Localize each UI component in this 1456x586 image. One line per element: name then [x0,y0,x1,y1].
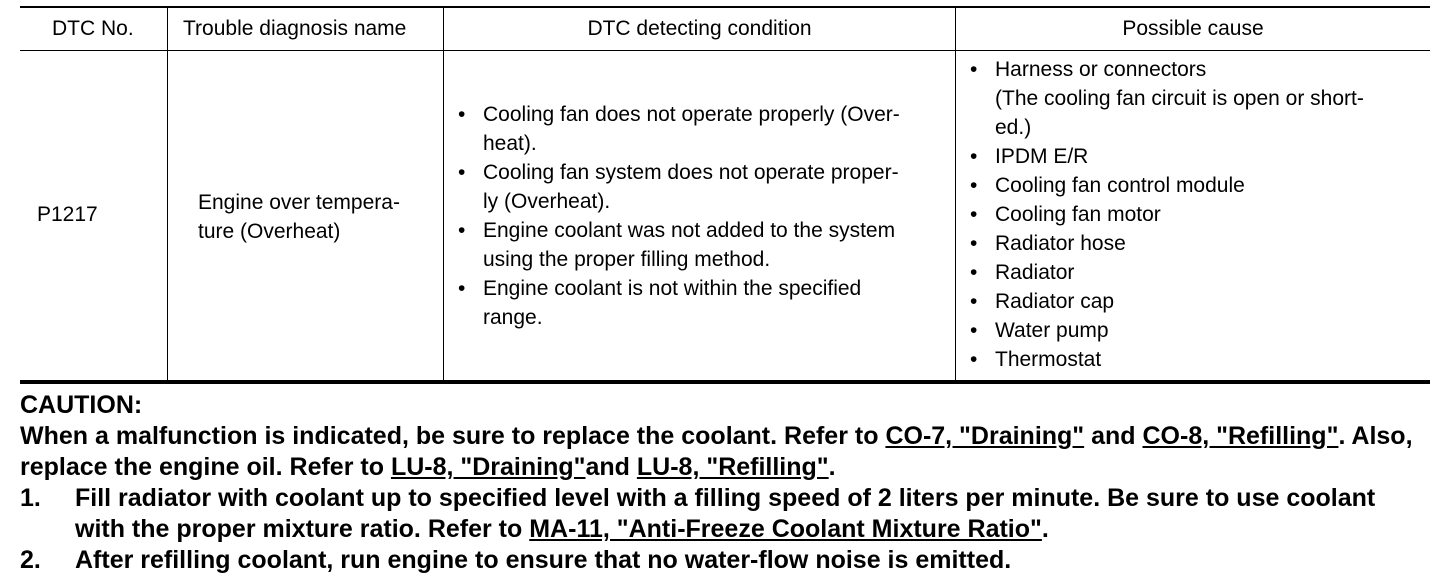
cause-label: Cooling fan control module [995,174,1245,197]
condition-item [458,100,948,158]
bullet-icon: • [970,319,978,342]
condition-line: range. [483,306,543,329]
cause-label: Radiator hose [995,232,1126,255]
cell-possible-cause [956,50,1430,380]
bullet-icon: • [458,219,466,242]
cause-note-line: ed.) [995,116,1032,139]
link-co7-draining[interactable]: CO-7, "Draining" [885,422,1085,450]
link-co8-refilling[interactable]: CO-8, "Refilling" [1142,422,1339,450]
cell-detecting-condition [444,50,955,380]
step-text-tail: . [1041,515,1049,543]
condition-line: Engine coolant is not within the specified [483,277,862,300]
condition-line: Cooling fan does not operate properly (Over- [483,103,900,126]
procedure-step [20,483,1430,545]
bullet-icon: • [970,203,978,226]
cell-dtc-no [20,50,167,380]
caution-text: When a malfunction is indicated, be sure to replace the coolant. Refer to [20,422,886,450]
cause-label: Water pump [995,319,1109,342]
cause-item [970,229,1420,258]
condition-line: ly (Overheat). [483,190,611,213]
bullet-icon: • [970,232,978,255]
step-number: 2. [20,546,41,574]
link-lu8-refilling[interactable]: LU-8, "Refilling" [636,453,829,481]
header-detecting-condition: DTC detecting condition [444,8,955,51]
cause-item [970,200,1420,229]
bullet-icon: • [970,348,978,371]
cause-label: Thermostat [995,348,1102,371]
bullet-icon: • [970,290,978,313]
procedure-step [20,545,1430,576]
cause-label: Cooling fan motor [995,203,1161,226]
condition-line: using the proper filling method. [483,248,771,271]
link-lu8-draining[interactable]: LU-8, "Draining" [390,453,586,481]
header-dtc-no: DTC No. [20,8,167,51]
column-possible-cause [955,8,1430,380]
step-text: Fill radiator with coolant up to specified level with a filling speed of 2 liters per minute. Be sure to use coolant with the proper mixture ratio. Refer to [75,484,1376,543]
dtc-table [20,6,1430,384]
diagnosis-name [198,188,438,246]
cause-item [970,258,1420,287]
cause-item [970,316,1420,345]
cause-item [970,287,1420,316]
step-number: 1. [20,484,41,512]
header-diagnosis-name: Trouble diagnosis name [168,8,443,51]
cause-item [970,142,1420,171]
diagnosis-name-line: Engine over tempera- [198,191,400,214]
caution-text: and [585,453,637,481]
caution-paragraph [20,421,1430,483]
cause-label: Harness or connectors [995,58,1207,81]
bullet-icon: • [458,277,466,300]
column-detecting-condition [443,8,955,380]
caution-block [20,390,1430,576]
column-dtc-no [20,8,167,380]
condition-item [458,216,948,274]
header-possible-cause: Possible cause [956,8,1430,51]
column-diagnosis-name [167,8,443,380]
condition-list [458,100,948,332]
dtc-number: P1217 [37,203,98,226]
caution-text: and [1084,422,1143,450]
cause-item [970,171,1420,200]
cause-label: Radiator cap [995,290,1115,313]
link-ma11-mixture-ratio[interactable]: MA-11, "Anti-Freeze Coolant Mixture Ratio" [529,515,1042,543]
cause-item [970,345,1420,374]
cell-diagnosis-name [168,50,443,380]
cause-item [970,55,1420,84]
bullet-icon: • [458,103,466,126]
condition-line: Engine coolant was not added to the system [483,219,896,242]
cause-note-line: (The cooling fan circuit is open or short- [995,87,1364,110]
caution-text: . [828,453,836,481]
bullet-icon: • [458,161,466,184]
condition-line: Cooling fan system does not operate proper- [483,161,899,184]
bullet-icon: • [970,174,978,197]
bullet-icon: • [970,145,978,168]
diagnosis-name-line: ture (Overheat) [198,220,341,243]
condition-item [458,158,948,216]
caution-title: CAUTION: [20,391,143,419]
condition-line: heat). [483,132,537,155]
caution-text: . Also, replace the engine oil. Refer to [20,422,1413,481]
cause-list [970,55,1420,374]
bullet-icon: • [970,261,978,284]
cause-note [970,84,1420,142]
bullet-icon: • [970,58,978,81]
procedure-steps [20,483,1430,576]
cause-label: IPDM E/R [995,145,1089,168]
cause-label: Radiator [995,261,1075,284]
step-text: After refilling coolant, run engine to ensure that no water-flow noise is emitted. [75,546,1012,574]
condition-item [458,274,948,332]
